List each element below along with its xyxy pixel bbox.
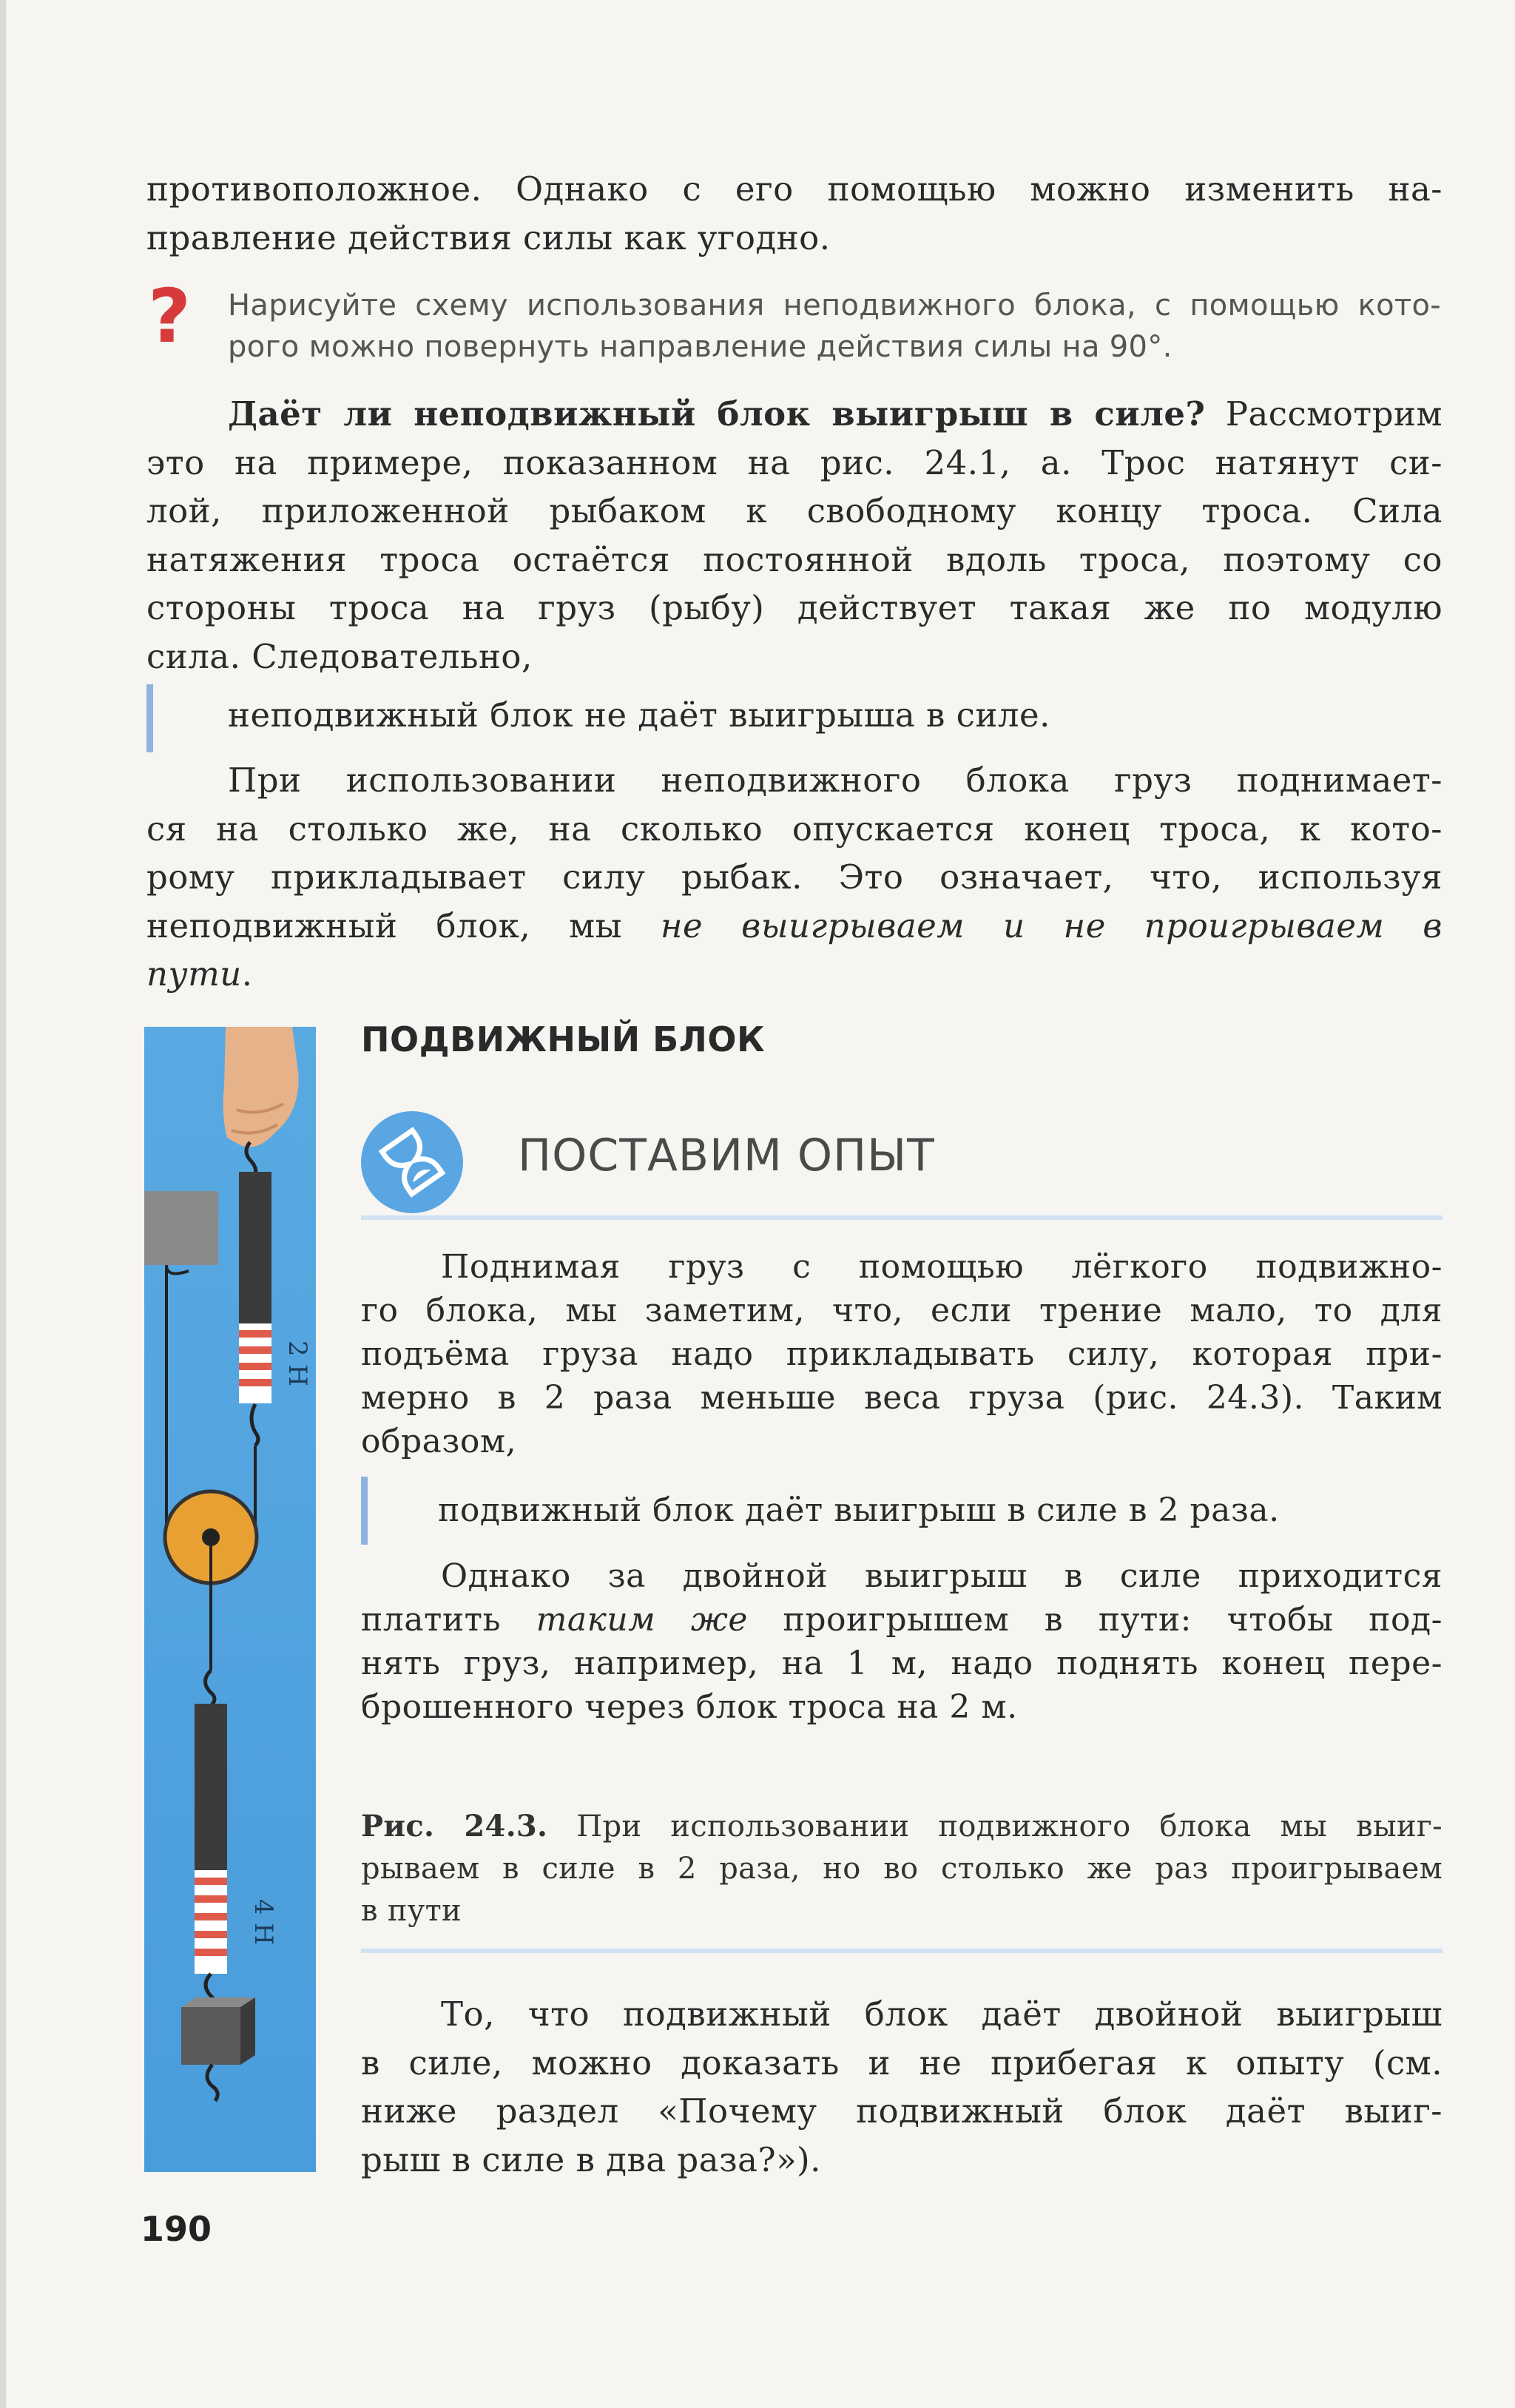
hook	[206, 1670, 215, 1706]
hook	[252, 1404, 258, 1446]
divider	[361, 1949, 1443, 1953]
text-line: это на примере, показанном на рис. 24.1, а. Трос натянут си-	[146, 442, 1443, 482]
upper-scale-label: 2 Н	[283, 1340, 312, 1387]
text-line	[146, 950, 1443, 999]
question-line: рого можно повернуть направление действия силы на 90°.	[228, 330, 1172, 364]
lower-dynamometer-body	[195, 1704, 227, 1870]
text-fragment: При использовании подвижного блока мы выиг-	[547, 1810, 1443, 1844]
text-line: правление действия силы как угодно.	[146, 217, 831, 257]
text-line: Однако за двойной выигрыш в силе приходится	[441, 1557, 1443, 1595]
text-line	[146, 390, 1443, 439]
text-fragment: Рассмотрим	[1205, 394, 1443, 434]
figure-caption	[361, 1805, 1443, 1932]
conclusion-fixed-pulley	[228, 691, 1441, 740]
text-line: нять груз, например, на 1 м, надо поднять конец пере-	[361, 1645, 1443, 1682]
text-line: брошенного через блок троса на 2 м.	[361, 1688, 1018, 1726]
lower-dynamometer-scale	[195, 1870, 227, 1974]
paragraph-proof	[361, 1990, 1443, 2184]
caption-line	[361, 1805, 1443, 1848]
hook	[246, 1142, 256, 1175]
text-fragment: .	[241, 954, 253, 994]
page-number: 190	[141, 2209, 212, 2249]
hourglass-icon	[361, 1111, 463, 1213]
weight-icon	[181, 1997, 255, 2065]
bold-question: Даёт ли неподвижный блок выигрыш в силе?	[228, 394, 1206, 434]
hand-icon	[223, 1027, 299, 1147]
section-title: ПОДВИЖНЫЙ БЛОК	[361, 1019, 766, 1059]
text-fragment: платить	[361, 1601, 536, 1639]
text-line: стороны троса на груз (рыбу) действует такая же по модулю	[146, 588, 1443, 627]
text-line: лой, приложенной рыбаком к свободному концу троса. Сила	[146, 491, 1443, 530]
text-line: При использовании неподвижного блока груз поднимает-	[228, 760, 1443, 800]
question-box	[228, 285, 1441, 368]
intro-paragraph	[146, 165, 1443, 262]
text-line: го блока, мы заметим, что, если трение мало, то для	[361, 1292, 1443, 1329]
caption-line: рываем в силе в 2 раза, но во столько же раз проигрываем	[361, 1852, 1443, 1886]
text-fragment: проигрышем в пути: чтобы под-	[747, 1601, 1443, 1639]
text-line: То, что подвижный блок даёт двойной выигрыш	[441, 1994, 1443, 2034]
hook	[207, 2065, 217, 2101]
text-line: образом,	[361, 1423, 517, 1460]
text-line	[361, 1598, 1443, 1642]
text-line: противоположное. Однако с его помощью можно изменить на-	[146, 169, 1443, 209]
ceiling-support	[144, 1191, 218, 1265]
movable-pulley-illustration	[144, 1027, 316, 2172]
text-line: сила. Следовательно,	[146, 636, 533, 676]
conclusion-text: неподвижный блок не даёт выигрыша в силе.	[228, 695, 1050, 735]
text-line: ниже раздел «Почему подвижный блок даёт выиг-	[361, 2091, 1443, 2131]
text-line: мерно в 2 раза меньше веса груза (рис. 24.3). Таким	[361, 1379, 1443, 1417]
text-line: подъёма груза надо прикладывать силу, которая при-	[361, 1335, 1443, 1373]
text-line: в силе, можно доказать и не прибегая к опыту (см.	[361, 2043, 1443, 2082]
upper-dynamometer-body	[239, 1172, 271, 1323]
conclusion-bar	[361, 1477, 368, 1545]
caption-line: в пути	[361, 1894, 462, 1928]
paragraph-fixed-pulley	[146, 390, 1443, 681]
question-line: Нарисуйте схему использования неподвижного блока, с помощью кото-	[228, 289, 1441, 323]
question-mark-icon: ?	[148, 273, 192, 360]
text-line: натяжения троса остаётся постоянной вдоль троса, поэтому со	[146, 539, 1443, 579]
paragraph-path	[146, 756, 1443, 999]
lower-scale-label: 4 Н	[249, 1898, 278, 1946]
page-edge	[0, 0, 6, 2408]
text-line	[146, 902, 1443, 951]
text-line: Поднимая груз с помощью лёгкого подвижно-	[441, 1248, 1443, 1286]
caption-label: Рис. 24.3.	[361, 1809, 548, 1844]
figure-24-3-panel	[144, 1027, 316, 2172]
text-line: рыш в силе в два раза?»).	[361, 2139, 821, 2179]
experiment-title: ПОСТАВИМ ОПЫТ	[518, 1130, 935, 1181]
experiment-paragraph	[361, 1245, 1443, 1463]
text-fragment: неподвижный блок, мы	[146, 905, 661, 945]
italic-fragment: пути	[146, 954, 242, 994]
italic-fragment: не выигрываем и не проигрываем в	[660, 905, 1443, 945]
conclusion-text: подвижный блок даёт выигрыш в силе в 2 раза.	[438, 1491, 1280, 1529]
divider	[361, 1215, 1443, 1220]
italic-fragment: таким же	[536, 1601, 748, 1639]
conclusion-movable-pulley	[438, 1486, 1444, 1535]
experiment-paragraph-2	[361, 1554, 1443, 1729]
text-line: ся на столько же, на сколько опускается конец троса, к кото-	[146, 809, 1443, 849]
conclusion-bar	[146, 684, 153, 752]
text-line: рому прикладывает силу рыбак. Это означает, что, используя	[146, 857, 1443, 897]
